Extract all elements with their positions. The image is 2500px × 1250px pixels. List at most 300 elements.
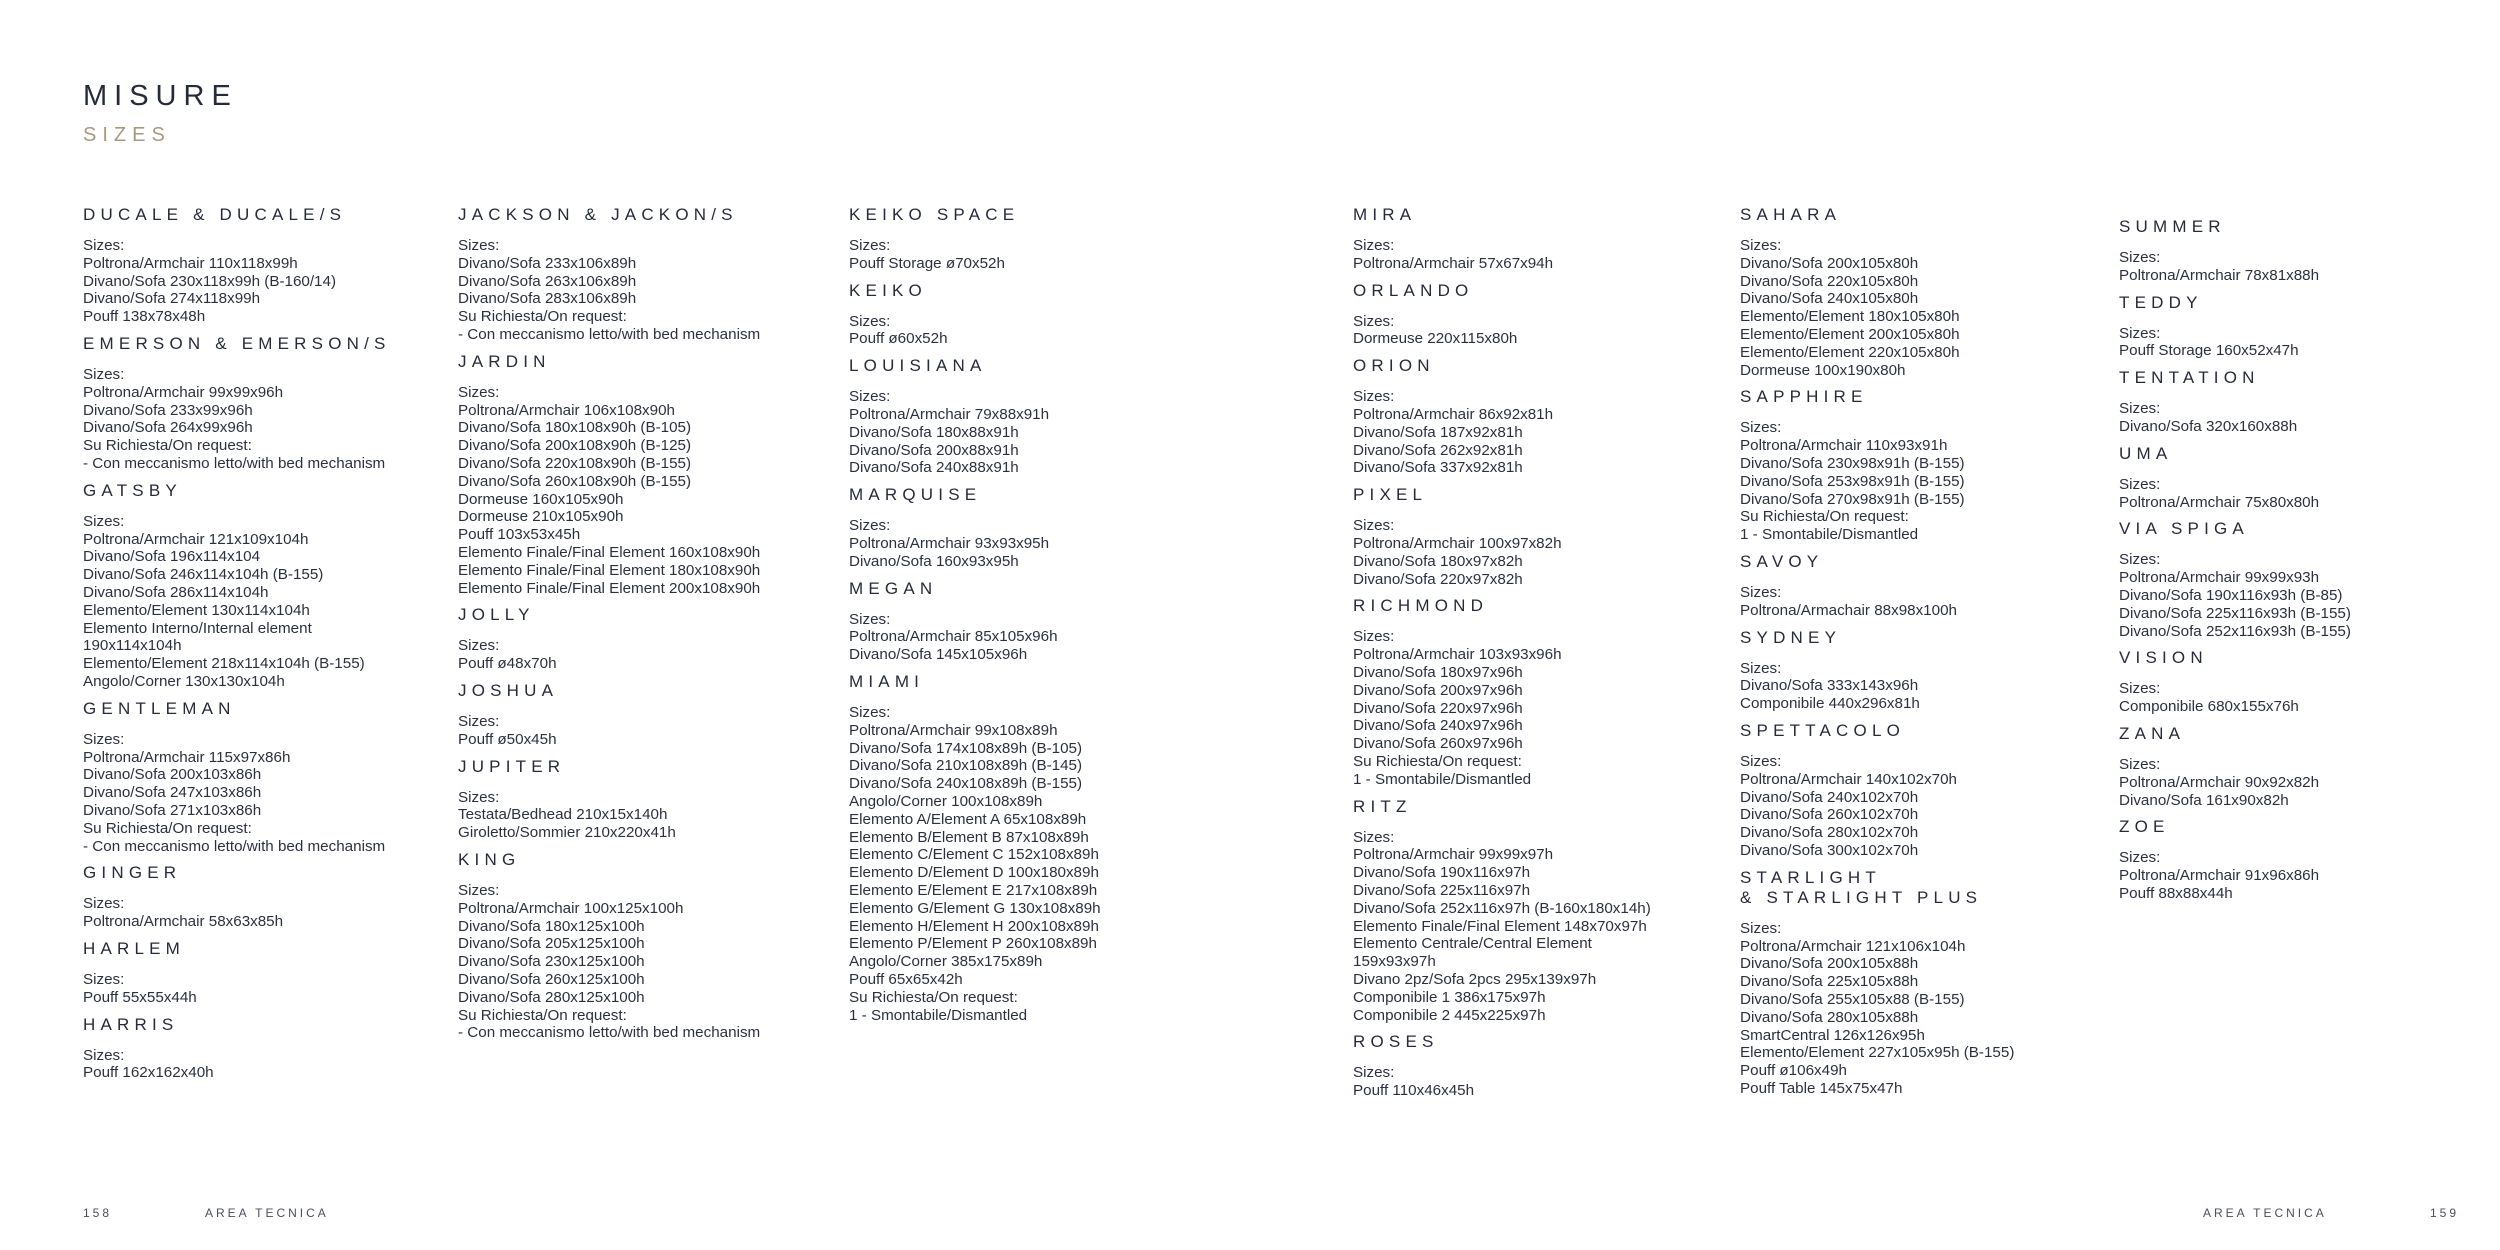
entry-spacer: [1740, 860, 2120, 868]
entry-spacer: [83, 1007, 463, 1015]
size-line: Divano/Sofa 180x97x96h: [1353, 663, 1523, 681]
sizes-label: Sizes:: [849, 610, 891, 628]
size-line: Poltrona/Armchair 85x105x96h: [849, 628, 1058, 646]
product-entry: [849, 356, 1229, 485]
size-line: Pouff 110x46x45h: [1353, 1082, 1475, 1100]
product-name: JARDIN: [458, 351, 551, 371]
sizes-label: Sizes:: [849, 237, 891, 254]
size-list: [849, 611, 1229, 664]
entry-spacer: [849, 348, 1229, 356]
size-list: [849, 388, 1229, 477]
size-list: [1740, 660, 2120, 713]
product-entry: [1740, 552, 2120, 628]
product-name: KEIKO: [849, 280, 927, 300]
size-line: Divano/Sofa 320x160x88h: [2119, 417, 2298, 435]
size-list: [849, 517, 1229, 570]
entry-spacer: [849, 664, 1229, 672]
sizes-label: Sizes:: [458, 881, 500, 899]
product-name: ZOE: [2119, 817, 2170, 837]
product-name: STARLIGHT & STARLIGHT PLUS: [1740, 867, 1983, 907]
entry-spacer: [458, 1042, 838, 1050]
sizes-label: Sizes:: [849, 388, 891, 406]
size-list: [83, 895, 463, 931]
sizes-label: Sizes:: [2119, 849, 2161, 867]
size-line: Divano/Sofa 283x106x89h: [458, 290, 637, 308]
entry-spacer: [2119, 285, 2499, 293]
sizes-label: Sizes:: [1353, 1064, 1395, 1082]
size-line: Elemento/Element 200x105x80h: [1740, 325, 1960, 343]
size-line: Divano/Sofa 230x98x91h (B-155): [1740, 454, 1965, 472]
product-entry: [83, 481, 463, 699]
size-line: Divano/Sofa 180x88x91h: [849, 423, 1019, 441]
size-line: Divano/Sofa 200x105x88h: [1740, 955, 1919, 973]
product-name: PIXEL: [1353, 485, 1428, 505]
product-entry: [849, 672, 1229, 1032]
size-line: 1 - Smontabile/Dismantled: [849, 1006, 1028, 1024]
size-line: Elemento C/Element C 152x108x89h: [849, 846, 1099, 864]
size-line: Poltrona/Armchair 57x67x94h: [1353, 254, 1554, 272]
page-number-right: 159: [2430, 1206, 2460, 1220]
size-list: [2119, 551, 2499, 640]
product-name: TENTATION: [2119, 368, 2260, 388]
entry-spacer: [849, 273, 1229, 281]
size-line: Divano/Sofa 240x102x70h: [1740, 788, 1919, 806]
product-name: VISION: [2119, 648, 2208, 668]
size-line: Su Richiesta/On request:: [83, 437, 252, 455]
size-line: Angolo/Corner 385x175x89h: [849, 953, 1043, 971]
entry-spacer: [849, 1024, 1229, 1032]
size-line: Divano/Sofa 161x90x82h: [2119, 791, 2289, 809]
size-line: Elemento Finale/Final Element 200x108x90h: [458, 579, 761, 597]
entry-spacer: [1740, 713, 2120, 721]
entry-spacer: [83, 1082, 463, 1090]
size-line: Elemento/Element 227x105x95h (B-155): [1740, 1044, 2015, 1062]
size-line: Poltrona/Armchair 121x106x104h: [1740, 937, 1966, 955]
product-name: ORION: [1353, 356, 1435, 376]
sizes-label: Sizes:: [458, 383, 500, 401]
size-line: Divano/Sofa 270x98x91h (B-155): [1740, 490, 1965, 508]
sizes-label: Sizes:: [458, 712, 500, 730]
size-line: Divano/Sofa 260x108x90h (B-155): [458, 472, 692, 490]
entry-spacer: [83, 931, 463, 939]
product-entry: [2119, 648, 2499, 724]
size-line: Dormeuse 160x105x90h: [458, 490, 624, 508]
size-line: Giroletto/Sommier 210x220x41h: [458, 824, 676, 842]
product-entry: [2119, 293, 2499, 369]
entry-spacer: [1740, 1098, 2120, 1106]
product-name: SAVOY: [1740, 551, 1824, 571]
sizes-label: Sizes:: [2119, 324, 2161, 342]
product-name: TEDDY: [2119, 292, 2203, 312]
entry-spacer: [2119, 809, 2499, 817]
size-line: Divano/Sofa 286x114x104h: [83, 583, 269, 601]
size-line: Divano/Sofa 240x88x91h: [849, 459, 1019, 477]
product-entry: [1740, 387, 2120, 552]
size-line: Poltrona/Armchair 110x118x99h: [83, 254, 298, 272]
page-title: MISURE: [83, 80, 238, 112]
size-list: [849, 704, 1229, 1024]
size-line: Divano/Sofa 255x105x88 (B-155): [1740, 990, 1965, 1008]
size-line: Divano/Sofa 220x97x82h: [1353, 570, 1523, 588]
size-line: Divano/Sofa 240x108x89h (B-155): [849, 775, 1083, 793]
entry-spacer: [849, 571, 1229, 579]
size-line: Elemento H/Element H 200x108x89h: [849, 917, 1099, 935]
size-line: Divano/Sofa 225x105x88h: [1740, 973, 1919, 991]
size-line: Pouff 55x55x44h: [83, 988, 197, 1006]
size-line: Poltrona/Armchair 91x96x86h: [2119, 867, 2320, 885]
column-1: [83, 205, 463, 1090]
sizes-label: Sizes:: [849, 312, 891, 330]
sizes-label: Sizes:: [83, 1046, 125, 1064]
size-line: Dormeuse 210x105x90h: [458, 508, 624, 526]
entry-spacer: [1353, 348, 1733, 356]
page-number-left: 158: [83, 1206, 113, 1220]
column-4: [1353, 205, 1733, 1108]
size-line: Divano/Sofa 333x143x96h: [1740, 677, 1919, 695]
product-name: MIRA: [1353, 205, 1417, 224]
entry-spacer: [1353, 477, 1733, 485]
size-list: [849, 237, 1229, 273]
product-entry: [458, 850, 838, 1050]
size-line: - Con meccanismo letto/with bed mechanism: [83, 837, 386, 855]
sizes-label: Sizes:: [2119, 551, 2161, 569]
size-line: Elemento Finale/Final Element 148x70x97h: [1353, 917, 1647, 935]
size-line: Poltrona/Armchair 100x97x82h: [1353, 534, 1562, 552]
size-list: [83, 237, 463, 326]
size-line: Poltrona/Armchair 99x99x96h: [83, 383, 284, 401]
product-entry: [1353, 485, 1733, 596]
size-line: Divano/Sofa 240x105x80h: [1740, 290, 1919, 308]
product-entry: [458, 205, 838, 352]
size-line: Divano/Sofa 180x108x90h (B-105): [458, 419, 692, 437]
sizes-label: Sizes:: [849, 517, 891, 535]
product-entry: [83, 699, 463, 864]
sizes-label: Sizes:: [458, 637, 500, 655]
entry-spacer: [1353, 273, 1733, 281]
size-list: [1353, 388, 1733, 477]
size-line: 1 - Smontabile/Dismantled: [1353, 770, 1532, 788]
entry-spacer: [1353, 1100, 1733, 1108]
product-name: GATSBY: [83, 480, 182, 500]
size-line: Angolo/Corner 100x108x89h: [849, 792, 1043, 810]
product-entry: [1740, 628, 2120, 721]
size-line: Divano/Sofa 200x108x90h (B-125): [458, 437, 692, 455]
page-subtitle: SIZES: [83, 124, 171, 146]
size-line: Pouff 65x65x42h: [849, 970, 963, 988]
size-line: Divano/Sofa 233x99x96h: [83, 401, 253, 419]
size-line: Divano 2pz/Sofa 2pcs 295x139x97h: [1353, 970, 1597, 988]
sizes-label: Sizes:: [1740, 659, 1782, 677]
sizes-label: Sizes:: [2119, 400, 2161, 418]
size-line: Divano/Sofa 225x116x93h (B-155): [2119, 604, 2351, 622]
size-list: [2119, 849, 2499, 902]
product-name: ORLANDO: [1353, 280, 1474, 300]
sizes-label: Sizes:: [83, 970, 125, 988]
size-line: Divano/Sofa 337x92x81h: [1353, 459, 1523, 477]
size-line: Pouff Storage 160x52x47h: [2119, 342, 2299, 360]
entry-spacer: [2119, 640, 2499, 648]
sizes-label: Sizes:: [1740, 919, 1782, 937]
product-name: ZANA: [2119, 723, 2186, 743]
size-line: Divano/Sofa 274x118x99h: [83, 290, 261, 308]
entry-spacer: [1740, 620, 2120, 628]
size-line: Divano/Sofa 180x125x100h: [458, 917, 645, 935]
size-line: 159x93x97h: [1353, 953, 1436, 971]
size-line: - Con meccanismo letto/with bed mechanism: [458, 325, 761, 343]
size-line: Poltrona/Armchair 99x99x97h: [1353, 846, 1554, 864]
size-line: Poltrona/Armchair 140x102x70h: [1740, 770, 1957, 788]
size-list: [1740, 753, 2120, 860]
product-name: RICHMOND: [1353, 596, 1489, 616]
size-list: [2119, 249, 2499, 285]
size-line: Elemento Centrale/Central Element: [1353, 935, 1592, 953]
size-line: Elemento Finale/Final Element 180x108x90h: [458, 561, 761, 579]
product-entry: [849, 485, 1229, 578]
product-name: JACKSON & JACKON/S: [458, 205, 738, 224]
product-entry: [2119, 217, 2499, 293]
size-line: Divano/Sofa 253x98x91h (B-155): [1740, 472, 1965, 490]
size-line: Divano/Sofa 230x118x99h (B-160/14): [83, 272, 337, 290]
sizes-label: Sizes:: [83, 365, 125, 383]
section-label-right: AREA TECNICA: [2203, 1206, 2327, 1220]
size-list: [1353, 313, 1733, 349]
sizes-label: Sizes:: [83, 895, 125, 913]
sizes-label: Sizes:: [1353, 628, 1395, 646]
size-line: Poltrona/Armchair 100x125x100h: [458, 899, 684, 917]
size-line: Dormeuse 100x190x80h: [1740, 361, 1906, 379]
size-line: Divano/Sofa 263x106x89h: [458, 272, 637, 290]
size-line: Elemento G/Element G 130x108x89h: [849, 899, 1101, 917]
product-name: GINGER: [83, 863, 182, 883]
size-line: Su Richiesta/On request:: [1353, 752, 1522, 770]
size-line: Divano/Sofa 230x125x100h: [458, 953, 645, 971]
entry-spacer: [458, 344, 838, 352]
product-entry: [83, 334, 463, 481]
size-line: Divano/Sofa 145x105x96h: [849, 646, 1028, 664]
product-name: VIA SPIGA: [2119, 519, 2249, 539]
size-line: Divano/Sofa 280x105x88h: [1740, 1008, 1919, 1026]
size-line: Poltrona/Armchair 99x99x93h: [2119, 569, 2320, 587]
size-line: Divano/Sofa 240x97x96h: [1353, 717, 1523, 735]
size-line: Divano/Sofa 220x97x96h: [1353, 699, 1523, 717]
size-line: Poltrona/Armchair 121x109x104h: [83, 530, 309, 548]
size-list: [458, 882, 838, 1042]
size-line: Poltrona/Armchair 78x81x88h: [2119, 266, 2320, 284]
product-entry: [458, 605, 838, 681]
product-name: MIAMI: [849, 671, 925, 691]
sizes-label: Sizes:: [2119, 680, 2161, 698]
size-line: Elemento/Element 130x114x104h: [83, 601, 310, 619]
sizes-label: Sizes:: [1740, 419, 1782, 437]
size-line: Pouff 162x162x40h: [83, 1064, 214, 1082]
product-name: GENTLEMAN: [83, 698, 236, 718]
entry-spacer: [83, 691, 463, 699]
product-name: SAPPHIRE: [1740, 387, 1868, 407]
product-name: SUMMER: [2119, 217, 2226, 236]
product-entry: [458, 757, 838, 850]
size-line: Testata/Bedhead 210x15x140h: [458, 806, 668, 824]
size-line: Elemento/Element 220x105x80h: [1740, 343, 1960, 361]
size-list: [83, 513, 463, 691]
entry-spacer: [83, 855, 463, 863]
product-entry: [83, 939, 463, 1015]
size-line: Pouff Storage ø70x52h: [849, 254, 1005, 272]
size-line: Poltrona/Armchair 110x93x91h: [1740, 437, 1948, 455]
size-line: Poltrona/Armchair 75x80x80h: [2119, 493, 2320, 511]
size-line: Angolo/Corner 130x130x104h: [83, 672, 285, 690]
size-line: Elemento/Element 218x114x104h (B-155): [83, 655, 365, 673]
size-line: Divano/Sofa 160x93x95h: [849, 552, 1019, 570]
size-line: Elemento/Element 180x105x80h: [1740, 308, 1960, 326]
entry-spacer: [2119, 360, 2499, 368]
size-line: Poltrona/Armchair 93x93x95h: [849, 534, 1050, 552]
sizes-label: Sizes:: [1353, 828, 1395, 846]
size-line: Elemento Interno/Internal element: [83, 619, 312, 637]
size-line: Divano/Sofa 280x102x70h: [1740, 824, 1919, 842]
product-name: UMA: [2119, 443, 2173, 463]
product-entry: [1740, 205, 2120, 387]
size-line: Divano/Sofa 220x105x80h: [1740, 272, 1919, 290]
product-entry: [849, 281, 1229, 357]
size-list: [2119, 400, 2499, 436]
size-list: [1353, 517, 1733, 588]
entry-spacer: [1353, 789, 1733, 797]
entry-spacer: [2119, 511, 2499, 519]
product-name: SAHARA: [1740, 205, 1842, 224]
size-line: Elemento A/Element A 65x108x89h: [849, 810, 1087, 828]
size-list: [1740, 584, 2120, 620]
sizes-label: Sizes:: [83, 237, 125, 254]
size-line: Su Richiesta/On request:: [849, 988, 1018, 1006]
size-list: [1353, 829, 1733, 1025]
size-line: Pouff ø60x52h: [849, 330, 948, 348]
size-list: [83, 731, 463, 856]
product-name: EMERSON & EMERSON/S: [83, 333, 391, 353]
size-line: Su Richiesta/On request:: [458, 1006, 627, 1024]
size-line: Divano/Sofa 200x88x91h: [849, 441, 1019, 459]
product-entry: [83, 205, 463, 334]
size-line: Divano/Sofa 190x116x97h: [1353, 864, 1531, 882]
product-name: MEGAN: [849, 578, 938, 598]
size-line: Pouff ø50x45h: [458, 730, 557, 748]
product-entry: [1740, 868, 2120, 1106]
entry-spacer: [83, 473, 463, 481]
entry-spacer: [1740, 544, 2120, 552]
size-line: Poltrona/Armchair 115x97x86h: [83, 748, 291, 766]
product-name: SPETTACOLO: [1740, 720, 1906, 740]
entry-spacer: [1353, 588, 1733, 596]
size-line: Divano/Sofa 260x97x96h: [1353, 735, 1523, 753]
sizes-label: Sizes:: [83, 512, 125, 530]
column-3: [849, 205, 1229, 1032]
entry-spacer: [458, 842, 838, 850]
sizes-label: Sizes:: [83, 730, 125, 748]
size-line: Divano/Sofa 225x116x97h: [1353, 881, 1531, 899]
size-line: Poltrona/Armchair 103x93x96h: [1353, 646, 1562, 664]
product-name: JOLLY: [458, 605, 535, 625]
section-label-left: AREA TECNICA: [205, 1206, 329, 1220]
product-entry: [2119, 519, 2499, 648]
size-line: Divano/Sofa 260x102x70h: [1740, 806, 1919, 824]
size-list: [2119, 325, 2499, 361]
sizes-label: Sizes:: [2119, 755, 2161, 773]
entry-spacer: [83, 326, 463, 334]
product-entry: [1740, 721, 2120, 868]
entry-spacer: [2119, 903, 2499, 911]
size-list: [2119, 476, 2499, 512]
product-entry: [458, 681, 838, 757]
product-entry: [849, 579, 1229, 672]
size-line: Divano/Sofa 264x99x96h: [83, 419, 253, 437]
size-line: Divano/Sofa 174x108x89h (B-105): [849, 739, 1083, 757]
product-entry: [2119, 724, 2499, 817]
product-name: RITZ: [1353, 796, 1412, 816]
size-line: Poltrona/Armachair 88x98x100h: [1740, 601, 1957, 619]
size-line: Pouff Table 145x75x47h: [1740, 1079, 1903, 1097]
product-entry: [83, 1015, 463, 1091]
size-list: [1740, 920, 2120, 1098]
product-entry: [1353, 596, 1733, 796]
size-list: [2119, 756, 2499, 809]
column-5: [1740, 205, 2120, 1106]
size-line: Pouff ø48x70h: [458, 655, 557, 673]
product-name: KING: [458, 849, 521, 869]
product-entry: [1353, 797, 1733, 1033]
size-line: Divano/Sofa 233x106x89h: [458, 254, 637, 272]
size-list: [2119, 680, 2499, 716]
size-line: Divano/Sofa 280x125x100h: [458, 988, 645, 1006]
size-line: Su Richiesta/On request:: [83, 819, 252, 837]
size-list: [83, 971, 463, 1007]
size-line: Divano/Sofa 247x103x86h: [83, 784, 262, 802]
product-entry: [2119, 368, 2499, 444]
size-line: Divano/Sofa 252x116x93h (B-155): [2119, 622, 2351, 640]
size-line: Poltrona/Armchair 58x63x85h: [83, 913, 284, 931]
size-line: Divano/Sofa 180x97x82h: [1353, 552, 1523, 570]
size-line: Divano/Sofa 246x114x104h (B-155): [83, 566, 324, 584]
size-line: Divano/Sofa 300x102x70h: [1740, 841, 1919, 859]
size-list: [1353, 1064, 1733, 1100]
size-line: Poltrona/Armchair 106x108x90h: [458, 401, 675, 419]
sizes-label: Sizes:: [2119, 249, 2161, 266]
product-entry: [2119, 444, 2499, 520]
sizes-label: Sizes:: [1740, 237, 1782, 254]
size-line: Su Richiesta/On request:: [1740, 508, 1909, 526]
size-line: Dormeuse 220x115x80h: [1353, 330, 1518, 348]
entry-spacer: [458, 673, 838, 681]
product-entry: [83, 863, 463, 939]
size-line: Elemento B/Element B 87x108x89h: [849, 828, 1089, 846]
entry-spacer: [458, 597, 838, 605]
size-line: 190x114x104h: [83, 637, 182, 655]
size-line: Pouff 88x88x44h: [2119, 884, 2233, 902]
product-name: LOUISIANA: [849, 356, 987, 376]
size-line: Poltrona/Armchair 99x108x89h: [849, 721, 1058, 739]
entry-spacer: [849, 477, 1229, 485]
product-name: HARLEM: [83, 938, 186, 958]
size-line: Componibile 2 445x225x97h: [1353, 1006, 1546, 1024]
column-6: [2119, 217, 2499, 911]
size-list: [458, 637, 838, 673]
size-line: Componibile 440x296x81h: [1740, 695, 1920, 713]
sizes-label: Sizes:: [1740, 752, 1782, 770]
size-line: Divano/Sofa 200x97x96h: [1353, 681, 1523, 699]
product-name: DUCALE & DUCALE/S: [83, 205, 347, 224]
product-entry: [458, 352, 838, 606]
product-name: JOSHUA: [458, 680, 559, 700]
size-list: [458, 789, 838, 842]
size-line: SmartCentral 126x126x95h: [1740, 1026, 1925, 1044]
